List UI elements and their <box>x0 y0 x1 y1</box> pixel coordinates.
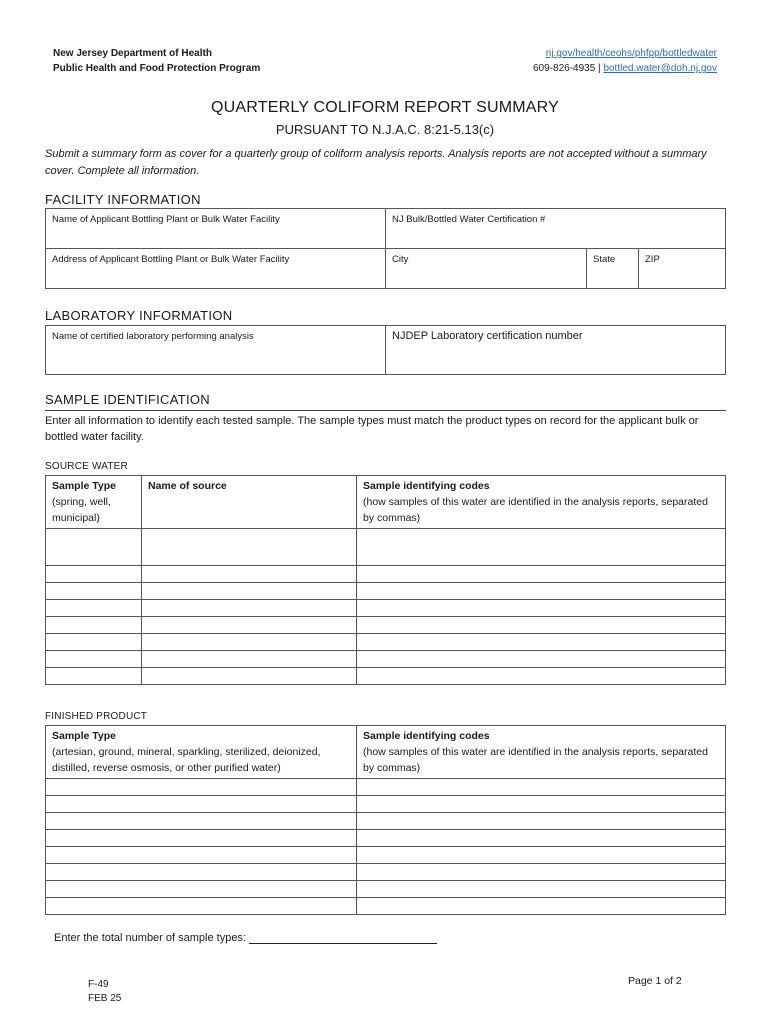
facility-state-field[interactable] <box>587 249 639 289</box>
source-codes-cell[interactable] <box>357 668 726 685</box>
total-sample-types <box>54 932 437 944</box>
zip-label: ZIP <box>645 254 660 265</box>
table-row <box>46 881 726 898</box>
source-type-cell[interactable] <box>46 529 142 566</box>
table-row <box>46 583 726 600</box>
source-codes-cell[interactable] <box>357 583 726 600</box>
form-id: F-49 <box>88 979 109 990</box>
product-type-cell[interactable] <box>46 864 357 881</box>
facility-address-label: Address of Applicant Bottling Plant or Bulk Water Facility <box>52 254 290 265</box>
total-sample-types-label: Enter the total number of sample types: <box>54 932 246 944</box>
form-footer <box>88 978 121 1006</box>
product-codes-cell[interactable] <box>357 847 726 864</box>
source-name-header <box>142 476 357 529</box>
source-name-cell[interactable] <box>142 617 357 634</box>
form-date: FEB 25 <box>88 993 122 1004</box>
page-subtitle: PURSUANT TO N.J.A.C. 8:21-5.13(c) <box>275 122 495 137</box>
product-type-cell[interactable] <box>46 830 357 847</box>
facility-name-label: Name of Applicant Bottling Plant or Bulk Water Facility <box>52 214 280 225</box>
page-number: Page 1 of 2 <box>628 975 682 987</box>
intro-text: Submit a summary form as cover for a quarterly group of coliform analysis reports. Analysis reports are not accepted without a summary cover. Complete all information. <box>45 148 707 177</box>
source-name-cell[interactable] <box>142 600 357 617</box>
source-type-cell[interactable] <box>46 668 142 685</box>
table-row <box>46 898 726 915</box>
source-type-cell[interactable] <box>46 583 142 600</box>
product-type-cell[interactable] <box>46 847 357 864</box>
product-type-cell[interactable] <box>46 898 357 915</box>
page-title: QUARTERLY COLIFORM REPORT SUMMARY <box>211 99 559 116</box>
source-codes-header <box>357 476 726 529</box>
state-label: State <box>593 254 616 265</box>
table-row <box>46 813 726 830</box>
product-type-cell[interactable] <box>46 881 357 898</box>
source-type-title: Sample Type <box>52 480 116 492</box>
table-row <box>46 847 726 864</box>
source-type-cell[interactable] <box>46 566 142 583</box>
email-link[interactable]: bottled.water@doh.nj.gov <box>603 63 717 74</box>
product-codes-cell[interactable] <box>357 864 726 881</box>
source-name-cell[interactable] <box>142 634 357 651</box>
finished-product-table <box>45 725 726 915</box>
source-codes-cell[interactable] <box>357 617 726 634</box>
source-name-cell[interactable] <box>142 529 357 566</box>
facility-address-field[interactable] <box>46 249 386 289</box>
lab-cert-field[interactable] <box>386 326 726 375</box>
source-water-label: SOURCE WATER <box>45 461 128 472</box>
laboratory-heading: LABORATORY INFORMATION <box>45 308 233 323</box>
table-row <box>46 830 726 847</box>
program-name: Public Health and Food Protection Program <box>53 63 261 74</box>
facility-table <box>45 208 726 289</box>
source-codes-cell[interactable] <box>357 566 726 583</box>
product-codes-cell[interactable] <box>357 830 726 847</box>
source-codes-cell[interactable] <box>357 600 726 617</box>
source-name-cell[interactable] <box>142 583 357 600</box>
source-water-table <box>45 475 726 685</box>
source-codes-cell[interactable] <box>357 634 726 651</box>
source-name-cell[interactable] <box>142 566 357 583</box>
source-type-header <box>46 476 142 529</box>
product-codes-header <box>357 726 726 779</box>
table-row <box>46 617 726 634</box>
city-label: City <box>392 254 409 265</box>
source-codes-hint: (how samples of this water are identified in the analysis reports, separated by commas) <box>363 496 708 524</box>
agency-name: New Jersey Department of Health <box>53 48 212 59</box>
source-type-cell[interactable] <box>46 617 142 634</box>
facility-zip-field[interactable] <box>639 249 726 289</box>
table-row <box>46 651 726 668</box>
product-codes-cell[interactable] <box>357 898 726 915</box>
finished-product-label: FINISHED PRODUCT <box>45 711 148 722</box>
website-link[interactable]: nj.gov/health/ceohs/phfpp/bottledwater <box>545 48 717 59</box>
product-type-title: Sample Type <box>52 730 116 742</box>
product-type-cell[interactable] <box>46 779 357 796</box>
agency-header <box>53 46 260 76</box>
table-row <box>46 600 726 617</box>
source-name-title: Name of source <box>148 480 227 492</box>
source-codes-cell[interactable] <box>357 651 726 668</box>
product-type-cell[interactable] <box>46 813 357 830</box>
table-row <box>46 779 726 796</box>
source-codes-cell[interactable] <box>357 529 726 566</box>
product-codes-title: Sample identifying codes <box>363 730 490 742</box>
table-row <box>46 634 726 651</box>
product-codes-cell[interactable] <box>357 779 726 796</box>
table-row <box>46 529 726 566</box>
product-codes-hint: (how samples of this water are identified in the analysis reports, separated by commas) <box>363 746 708 774</box>
phone-number: 609-826-4935 | <box>533 63 601 74</box>
facility-cert-label: NJ Bulk/Bottled Water Certification # <box>392 214 546 225</box>
facility-name-field[interactable] <box>46 209 386 249</box>
table-row <box>46 796 726 813</box>
product-type-hint: (artesian, ground, mineral, sparkling, sterilized, deionized, distilled, reverse osmosis, or other purified water) <box>52 746 321 774</box>
product-codes-cell[interactable] <box>357 881 726 898</box>
lab-name-label: Name of certified laboratory performing analysis <box>52 331 254 342</box>
product-type-header <box>46 726 357 779</box>
facility-city-field[interactable] <box>386 249 587 289</box>
product-type-cell[interactable] <box>46 796 357 813</box>
facility-cert-field[interactable] <box>386 209 726 249</box>
table-row <box>46 668 726 685</box>
source-type-cell[interactable] <box>46 651 142 668</box>
product-codes-cell[interactable] <box>357 813 726 830</box>
source-codes-title: Sample identifying codes <box>363 480 490 492</box>
table-row <box>46 864 726 881</box>
sample-heading: SAMPLE IDENTIFICATION <box>45 392 210 407</box>
table-row <box>46 566 726 583</box>
contact-header <box>533 46 717 76</box>
source-type-cell[interactable] <box>46 600 142 617</box>
source-type-cell[interactable] <box>46 634 142 651</box>
total-sample-types-input[interactable] <box>249 932 437 944</box>
section-divider <box>45 410 726 411</box>
lab-cert-label: NJDEP Laboratory certification number <box>392 330 583 342</box>
sample-instructions: Enter all information to identify each tested sample. The sample types must match the product types on record for the applicant bulk or bottled water facility. <box>45 415 699 443</box>
lab-name-field[interactable] <box>46 326 386 375</box>
source-name-cell[interactable] <box>142 651 357 668</box>
laboratory-table <box>45 325 726 375</box>
source-name-cell[interactable] <box>142 668 357 685</box>
source-type-hint: (spring, well, municipal) <box>52 496 111 524</box>
facility-heading: FACILITY INFORMATION <box>45 192 201 207</box>
product-codes-cell[interactable] <box>357 796 726 813</box>
